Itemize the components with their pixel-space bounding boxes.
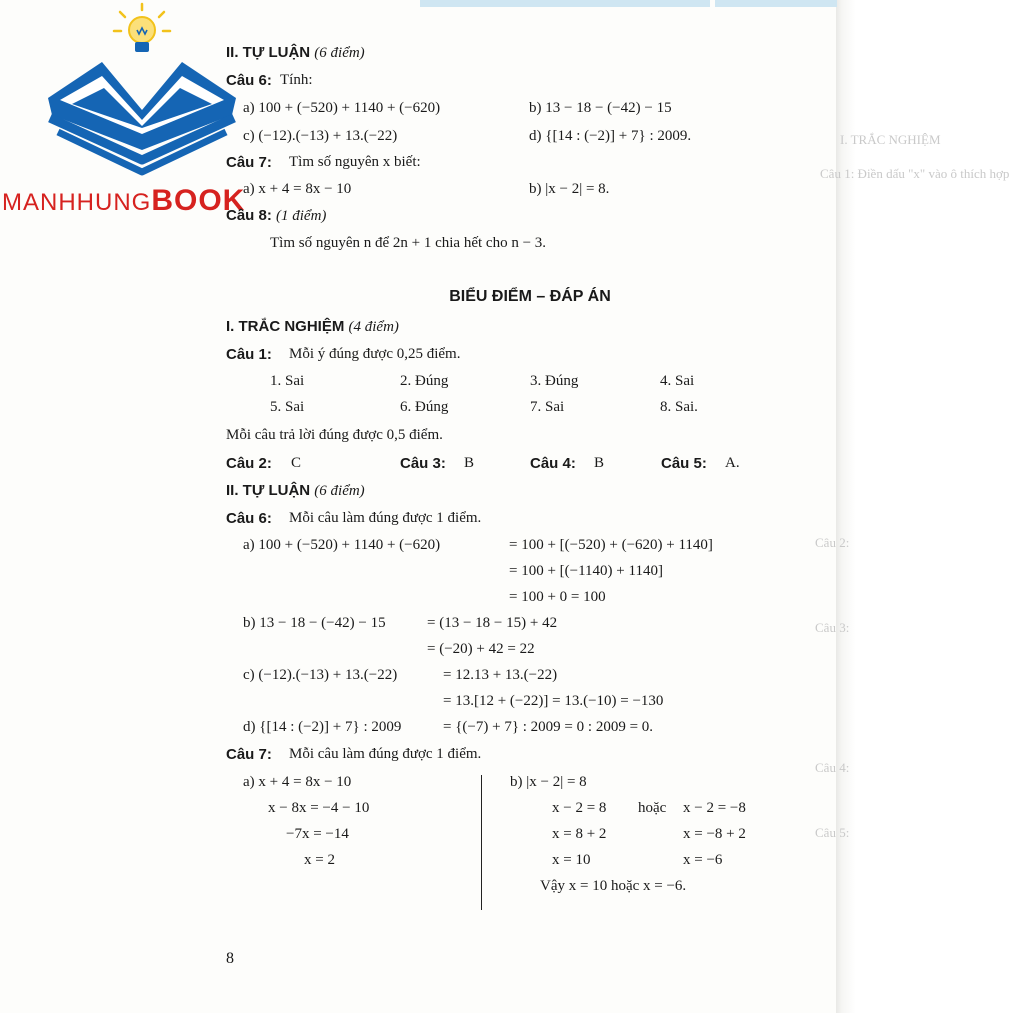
q7a-step: x = 2 — [304, 852, 335, 868]
answers-part2-heading — [226, 482, 365, 500]
mc-label: Câu 2: — [226, 455, 272, 472]
a1-text: Mỗi ý đúng được 0,25 điểm. — [289, 346, 461, 362]
ghost-text: Câu 4: — [815, 760, 850, 775]
a6-text: Mỗi câu làm đúng được 1 điểm. — [289, 510, 482, 526]
q6-item-d: d) {[14 : (−2)] + 7} : 2009. — [529, 128, 692, 144]
solution-d-expr: d) {[14 : (−2)] + 7} : 2009 — [243, 719, 402, 735]
q8-heading — [226, 207, 326, 225]
heading-text: II. TỰ LUẬN — [226, 44, 311, 61]
q6-item-c: c) (−12).(−13) + 13.(−22) — [243, 128, 398, 144]
q6-prompt: Tính: — [280, 72, 313, 88]
tf-answer: 2. Đúng — [400, 373, 449, 389]
ghost-text: Câu 3: — [815, 620, 850, 635]
mc-label: Câu 5: — [661, 455, 707, 472]
mc-value: A. — [725, 455, 740, 471]
a6-label: Câu 6: — [226, 510, 272, 527]
tf-answer: 3. Đúng — [530, 373, 579, 389]
heading-text: II. TỰ LUẬN — [226, 482, 311, 499]
tf-answer: 4. Sai — [660, 373, 695, 389]
section-heading — [226, 44, 365, 62]
heading-points: (6 điểm) — [314, 45, 365, 61]
column-divider — [481, 775, 482, 910]
a1-label: Câu 1: — [226, 346, 272, 363]
heading-points: (4 điểm) — [348, 319, 399, 335]
q7-item-b: b) |x − 2| = 8. — [529, 181, 610, 197]
q7b-conclusion: Vậy x = 10 hoặc x = −6. — [540, 878, 687, 894]
q7a-step: x − 8x = −4 − 10 — [268, 800, 370, 816]
q7b-step-right: x − 2 = −8 — [683, 800, 746, 816]
q7b-step-right: x = −8 + 2 — [683, 826, 746, 842]
solution-step: = 100 + 0 = 100 — [509, 589, 606, 605]
q7-label: Câu 7: — [226, 154, 272, 171]
a7-text: Mỗi câu làm đúng được 1 điểm. — [289, 746, 482, 762]
solution-b-expr: b) 13 − 18 − (−42) − 15 — [243, 615, 386, 631]
answers-part1-heading — [226, 318, 399, 336]
ghost-text: I. TRẮC NGHIỆM — [840, 132, 941, 147]
q7b-step-left: x = 8 + 2 — [552, 826, 607, 842]
solution-step: = {(−7) + 7} : 2009 = 0 : 2009 = 0. — [443, 719, 654, 735]
q7b-step-right: x = −6 — [683, 852, 723, 868]
brand-name-part2: BOOK — [151, 184, 246, 217]
tf-answer: 5. Sai — [270, 399, 305, 415]
q8-text: Tìm số nguyên n để 2n + 1 chia hết cho n − 3. — [270, 235, 547, 251]
mc-label: Câu 4: — [530, 455, 576, 472]
q8-label: Câu 8: — [226, 207, 272, 224]
heading-points: (6 điểm) — [314, 483, 365, 499]
q7-prompt: Tìm số nguyên x biết: — [289, 154, 421, 170]
tf-answer: 8. Sai. — [660, 399, 698, 415]
solution-c-expr: c) (−12).(−13) + 13.(−22) — [243, 667, 398, 683]
mc-note: Mỗi câu trả lời đúng được 0,5 điểm. — [226, 427, 443, 443]
ghost-text: Câu 1: Điền dấu "x" vào ô thích hợp — [820, 166, 1010, 181]
open-book-icon — [48, 62, 236, 172]
a7-label: Câu 7: — [226, 746, 272, 763]
ghost-text: Câu 2: — [815, 535, 850, 550]
q7a-step: −7x = −14 — [286, 826, 349, 842]
solution-step: = (−20) + 42 = 22 — [427, 641, 535, 657]
solution-step: = 100 + [(−1140) + 1140] — [509, 563, 663, 579]
q7b-step-left: x − 2 = 8 — [552, 800, 607, 816]
q7a-step: a) x + 4 = 8x − 10 — [243, 774, 352, 790]
solution-step: = 12.13 + 13.(−22) — [443, 667, 558, 683]
top-color-strip — [420, 0, 710, 7]
tf-answer: 6. Đúng — [400, 399, 449, 415]
tf-answer: 1. Sai — [270, 373, 305, 389]
q7b-head: b) |x − 2| = 8 — [510, 774, 587, 790]
solution-step: = (13 − 18 − 15) + 42 — [427, 615, 558, 631]
page-number: 8 — [226, 950, 234, 967]
mc-value: B — [594, 455, 605, 471]
top-color-strip — [715, 0, 837, 7]
answer-key-title: BIỂU ĐIỂM – ĐÁP ÁN — [449, 288, 611, 305]
solution-step: = 13.[12 + (−22)] = 13.(−10) = −130 — [443, 693, 664, 709]
mc-value: B — [464, 455, 475, 471]
mc-value: C — [291, 455, 302, 471]
heading-text: I. TRẮC NGHIỆM — [226, 318, 345, 335]
ghost-text: Câu 5: — [815, 825, 850, 840]
page-edge-shadow — [836, 0, 1013, 1013]
solution-step: = 100 + [(−520) + (−620) + 1140] — [509, 537, 713, 553]
q6-label: Câu 6: — [226, 72, 272, 89]
q8-points: (1 điểm) — [276, 208, 327, 224]
brand-name — [2, 184, 245, 218]
q6-item-b: b) 13 − 18 − (−42) − 15 — [529, 100, 672, 116]
tf-answer: 7. Sai — [530, 399, 565, 415]
lightbulb-icon — [114, 4, 170, 52]
solution-a-expr: a) 100 + (−520) + 1140 + (−620) — [243, 537, 441, 553]
brand-name-part1: MANHHUNG — [2, 189, 152, 216]
mc-label: Câu 3: — [400, 455, 446, 472]
q7-item-a: a) x + 4 = 8x − 10 — [243, 181, 352, 197]
q6-item-a: a) 100 + (−520) + 1140 + (−620) — [243, 100, 441, 116]
q7b-or: hoặc — [638, 800, 667, 816]
q7b-step-left: x = 10 — [552, 852, 591, 868]
